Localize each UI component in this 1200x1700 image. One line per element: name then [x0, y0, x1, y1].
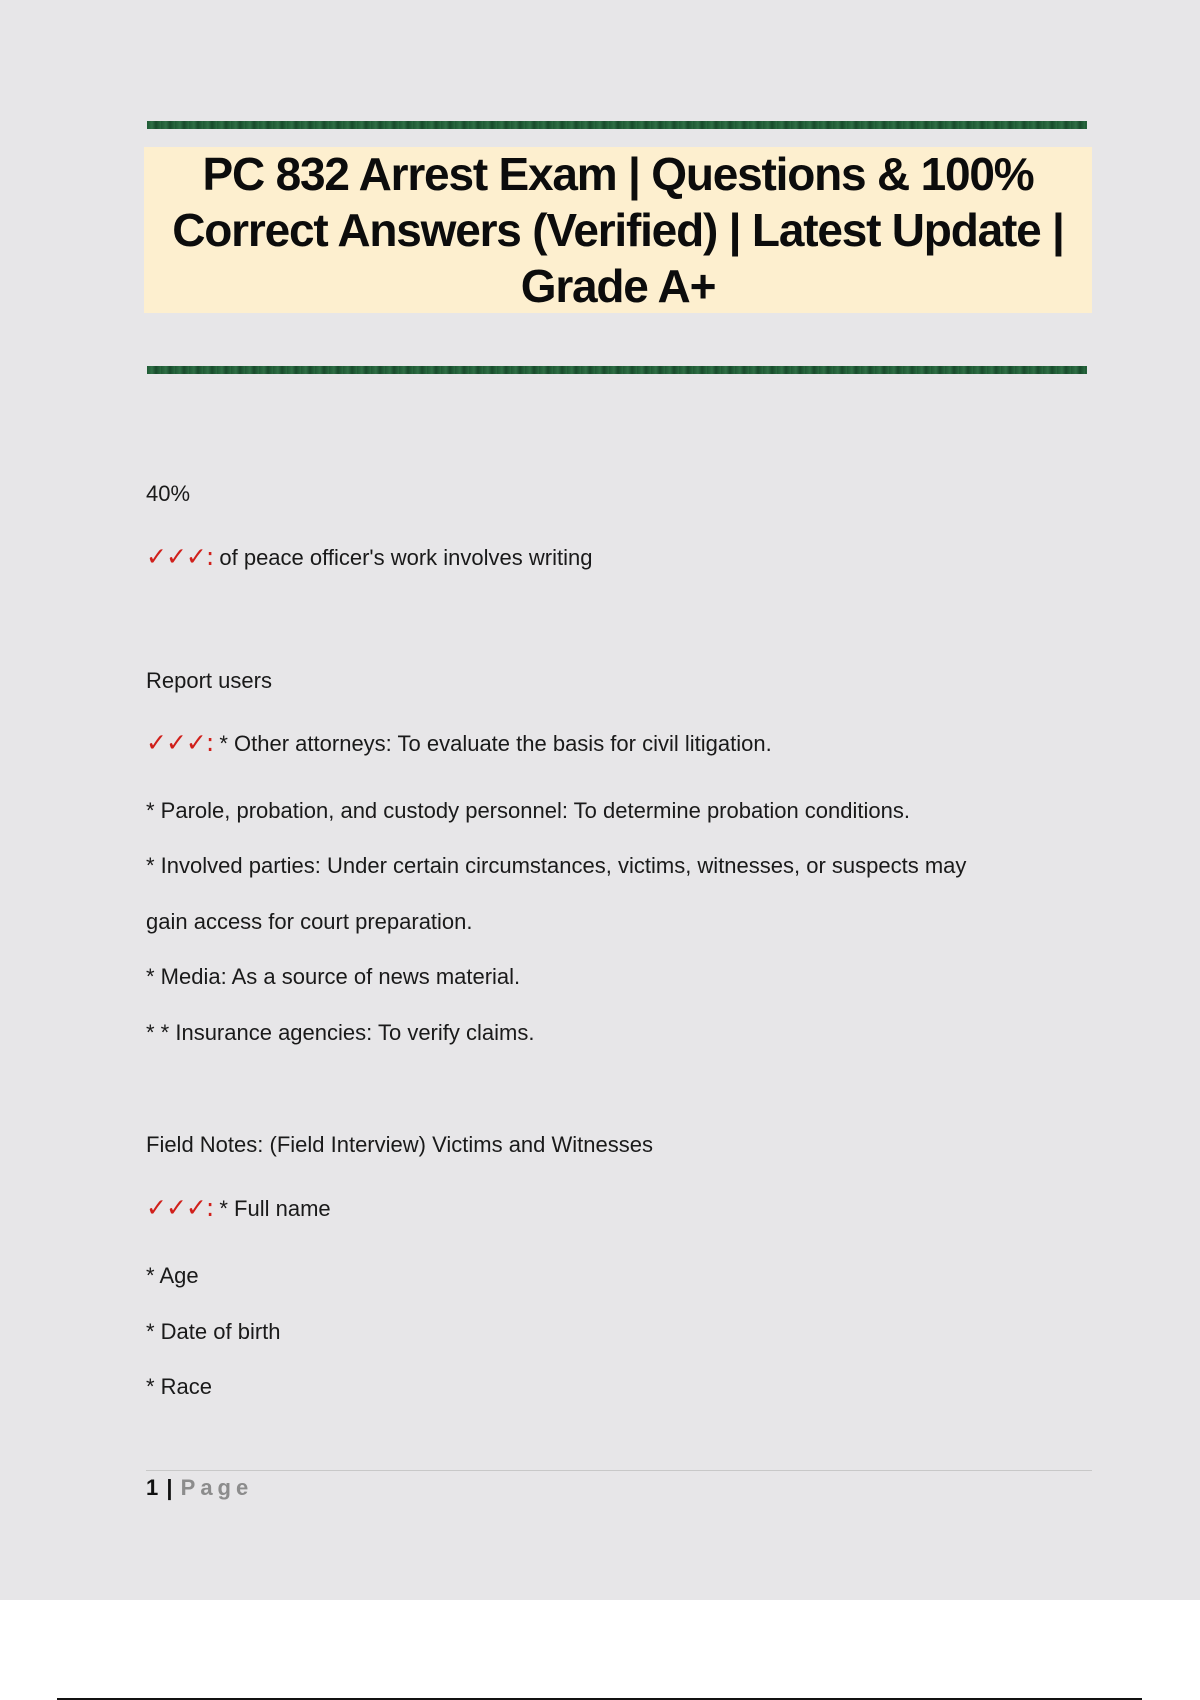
question-text: Field Notes: (Field Interview) Victims and Witnesses	[146, 1132, 653, 1157]
document-title: PC 832 Arrest Exam | Questions & 100% Correct Answers (Verified) | Latest Update | Grade A+	[172, 148, 1064, 312]
answer-continuation: * * Insurance agencies: To verify claims.	[146, 1020, 535, 1045]
footer-divider	[146, 1470, 1092, 1471]
answer-line	[146, 1194, 331, 1223]
page-label: Page	[180, 1475, 254, 1500]
page-footer	[146, 1475, 253, 1501]
answer-continuation: * Age	[146, 1263, 199, 1288]
answer-text: * Full name	[213, 1196, 331, 1221]
title-banner	[144, 147, 1092, 313]
answer-continuation: * Parole, probation, and custody personnel: To determine probation conditions.	[146, 798, 910, 823]
page-separator: |	[159, 1475, 181, 1500]
page-number: 1	[146, 1475, 160, 1500]
answer-continuation: * Involved parties: Under certain circumstances, victims, witnesses, or suspects may	[146, 853, 967, 878]
answer-text: * Other attorneys: To evaluate the basis for civil litigation.	[213, 731, 772, 756]
answer-continuation: * Date of birth	[146, 1319, 281, 1344]
title-top-rule	[147, 121, 1087, 129]
question-text: Report users	[146, 668, 272, 693]
checkmark-icon: ✓✓✓:	[146, 542, 214, 571]
answer-line	[146, 729, 772, 758]
title-bottom-rule	[147, 366, 1087, 374]
answer-continuation: * Race	[146, 1374, 213, 1399]
checkmark-icon: ✓✓✓:	[146, 728, 214, 757]
question-text: 40%	[146, 481, 191, 506]
checkmark-icon: ✓✓✓:	[146, 1193, 214, 1222]
answer-text: of peace officer's work involves writing	[213, 545, 593, 570]
answer-continuation: * Media: As a source of news material.	[146, 964, 521, 989]
answer-continuation: gain access for court preparation.	[146, 909, 473, 934]
answer-line	[146, 543, 592, 572]
